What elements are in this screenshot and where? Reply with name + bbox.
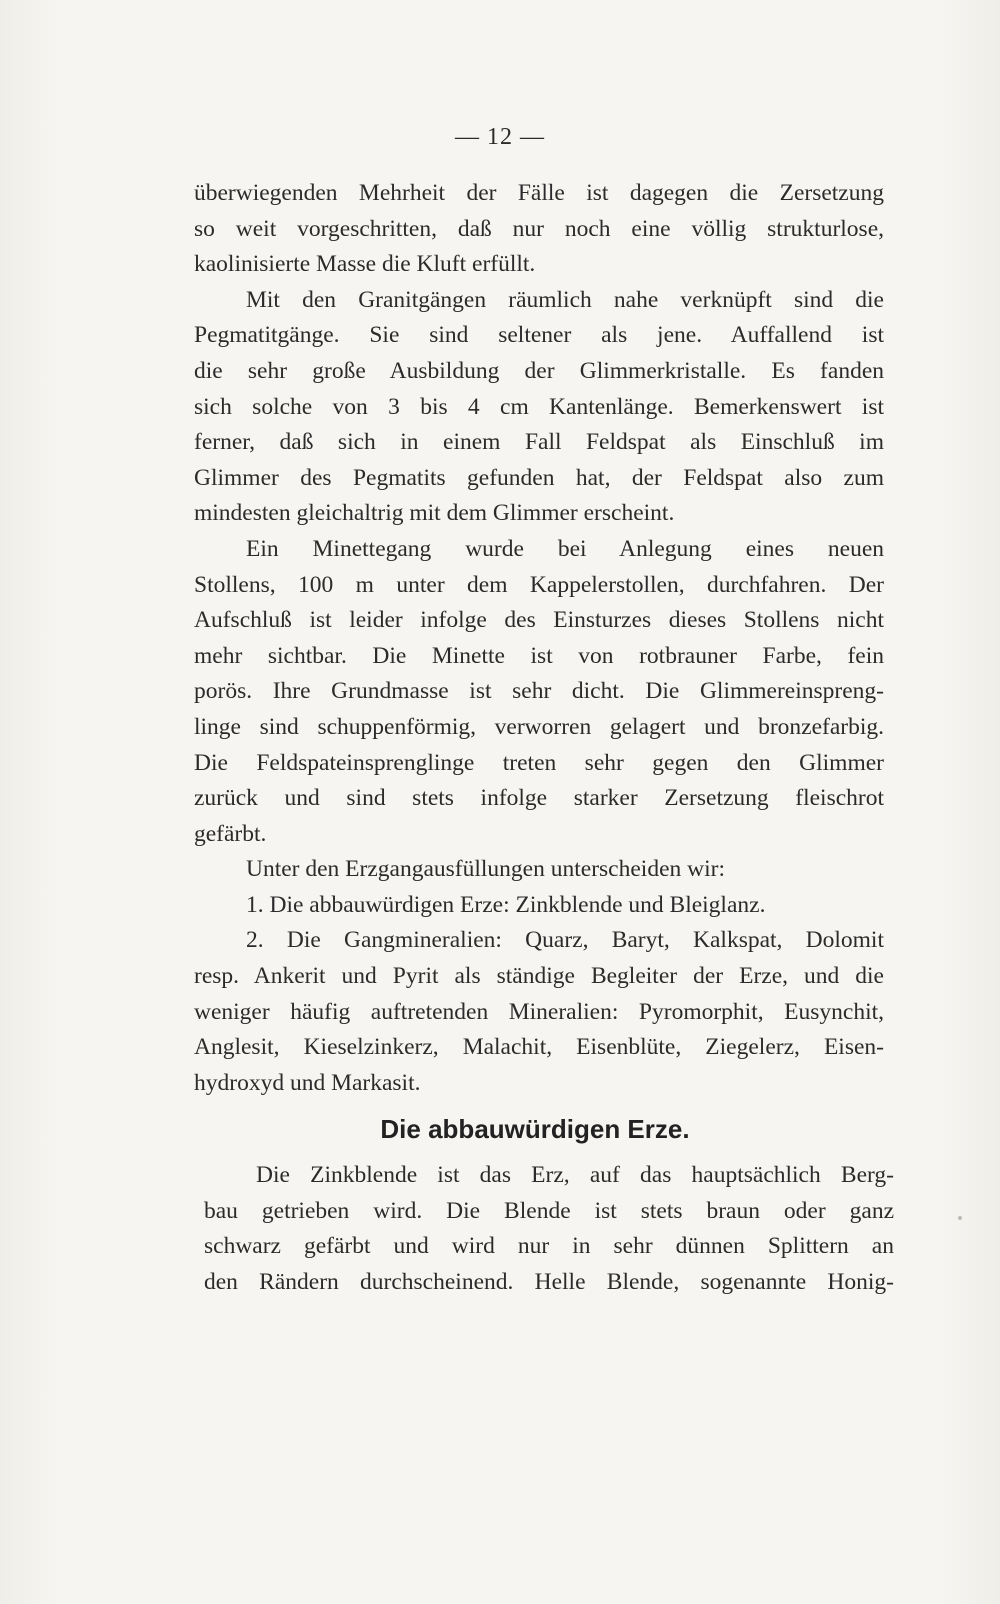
- paper-speck: [958, 1216, 962, 1220]
- text-line: Pegmatitgänge. Sie sind seltener als jene. Auffallend ist: [194, 322, 884, 349]
- text-line: Anglesit, Kieselzinkerz, Malachit, Eisenblüte, Ziegelerz, Eisen-: [194, 1034, 884, 1061]
- text-line: zurück und sind stets infolge starker Zersetzung fleischrot: [194, 785, 884, 812]
- text-line: den Rändern durchscheinend. Helle Blende, sogenannte Honig-: [204, 1268, 894, 1295]
- text-line: schwarz gefärbt und wird nur in sehr dünnen Splittern an: [204, 1233, 894, 1260]
- text-line: bau getrieben wird. Die Blende ist stets braun oder ganz: [204, 1197, 894, 1224]
- text-line: ferner, daß sich in einem Fall Feldspat als Einschluß im: [194, 429, 884, 456]
- text-line: kaolinisierte Masse die Kluft erfüllt.: [194, 251, 536, 278]
- text-line: Unter den Erzgangausfüllungen unterscheiden wir:: [246, 856, 725, 883]
- text-line: 1. Die abbauwürdigen Erze: Zinkblende und Bleiglanz.: [246, 891, 766, 918]
- text-line: die sehr große Ausbildung der Glimmerkristalle. Es fanden: [194, 357, 884, 384]
- text-line: resp. Ankerit und Pyrit als ständige Begleiter der Erze, und die: [194, 963, 884, 990]
- text-line: weniger häufig auftretenden Mineralien: Pyromorphit, Eusynchit,: [194, 998, 884, 1025]
- text-line: hydroxyd und Markasit.: [194, 1069, 421, 1096]
- text-line: mindesten gleichaltrig mit dem Glimmer erscheint.: [194, 500, 675, 527]
- text-line: gefärbt.: [194, 820, 267, 847]
- section-heading: Die abbauwürdigen Erze.: [380, 1114, 690, 1144]
- text-line: 2. Die Gangmineralien: Quarz, Baryt, Kalkspat, Dolomit: [246, 927, 884, 954]
- text-line: überwiegenden Mehrheit der Fälle ist dagegen die Zersetzung: [194, 180, 884, 206]
- text-line: Aufschluß ist leider infolge des Einsturzes dieses Stollens nicht: [194, 607, 884, 634]
- text-line: Glimmer des Pegmatits gefunden hat, der Feldspat also zum: [194, 464, 884, 491]
- text-line: Stollens, 100 m unter dem Kappelerstollen, durchfahren. Der: [194, 571, 884, 598]
- text-line: porös. Ihre Grundmasse ist sehr dicht. Die Glimmereinspreng-: [194, 678, 884, 705]
- text-line: so weit vorgeschritten, daß nur noch eine völlig strukturlose,: [194, 215, 884, 242]
- text-line: Ein Minettegang wurde bei Anlegung eines neuen: [246, 535, 884, 562]
- text-line: mehr sichtbar. Die Minette ist von rotbrauner Farbe, fein: [194, 642, 884, 669]
- text-line: Die Zinkblende ist das Erz, auf das hauptsächlich Berg-: [256, 1162, 894, 1188]
- text-line: linge sind schuppenförmig, verworren gelagert und bronzefarbig.: [194, 713, 884, 740]
- page-number: — 12 —: [455, 124, 545, 150]
- body-text-section-2: [204, 1158, 894, 1300]
- text-line: Mit den Granitgängen räumlich nahe verknüpft sind die: [246, 286, 884, 313]
- body-text-section-1: [194, 176, 884, 1101]
- text-line: Die Feldspateinsprenglinge treten sehr gegen den Glimmer: [194, 749, 884, 776]
- text-line: sich solche von 3 bis 4 cm Kantenlänge. Bemerkenswert ist: [194, 393, 884, 420]
